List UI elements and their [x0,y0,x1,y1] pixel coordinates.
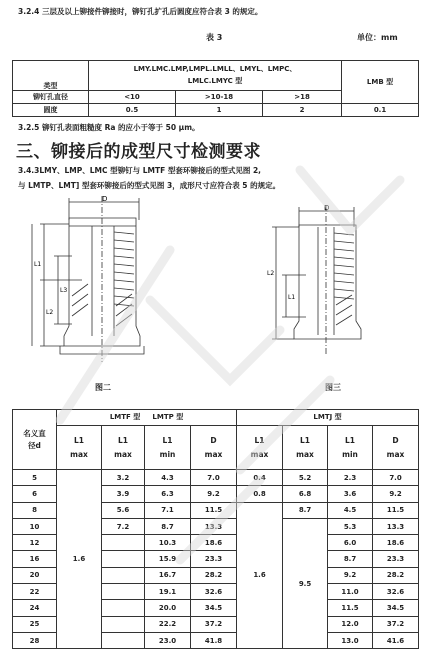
fig3-label-l1: L1 [288,294,296,301]
table5-subheader-symbol: D [210,436,217,445]
table5-cell [102,551,145,567]
table5-cell: 13.3 [373,518,419,534]
table3-unit: 单位：mm [357,33,398,42]
table5-subheader [102,426,145,470]
table3-cell: 铆钉孔直径 [13,91,89,104]
table5-cell: 6.3 [145,486,191,502]
table5-subheader-symbol: L1 [300,436,311,445]
section-heading: 三、铆接后的成型尺寸检测要求 [16,142,261,162]
table5-cell: 6.8 [283,486,328,502]
table5-cell: 7.1 [145,502,191,518]
table5-cell: 24 [13,600,57,616]
table5-cell [102,584,145,600]
table3-group-header: LMY.LMC.LMP,LMPL.LMLL、LMYL、LMPC、LMLC.LMYC 型 [89,61,342,91]
figure-2-caption: 图二 [95,383,111,392]
table5-cell: 28.2 [373,567,419,583]
table5-cell: 9.2 [191,486,237,502]
table5-cell [102,535,145,551]
table3-row-label: 类型 [13,61,89,91]
table5-cell: 7.0 [191,470,237,486]
table5-cell: 8.7 [145,518,191,534]
table5-subheader-symbol: L1 [74,436,84,445]
table5-cell: 34.5 [191,600,237,616]
table5-subheader-limit: min [342,449,358,459]
fig3-label-d: D [324,205,330,212]
table5-cell: 22 [13,584,57,600]
table5-cell [102,567,145,583]
table5-subheader-limit: max [70,449,88,459]
table3-cell: 圆度 [13,104,89,117]
table3-cell: 2 [263,104,342,117]
table5-cell: 16.7 [145,567,191,583]
table5-cell: 6.0 [328,535,373,551]
table5-cell: 13.3 [191,518,237,534]
table5-cell: 9.5 [283,518,328,648]
table5-cell: 13.0 [328,632,373,648]
table5-cell: 3.2 [102,470,145,486]
table5-subheader-limit: max [386,449,405,459]
table5-subheader [328,426,373,470]
table5-lmtf-header: LMTF 型 [109,413,141,422]
figure-2-rivet-drawing [22,196,172,362]
table5-cell: 12 [13,535,57,551]
table5-cell: 25 [13,616,57,632]
table5-cell: 4.3 [145,470,191,486]
fig3-label-l2: L2 [267,270,275,277]
table5-cell: 10 [13,518,57,534]
table5-cell: 7.0 [373,470,419,486]
table3-title: 表 3 [206,33,223,42]
table5-cell: 9.2 [328,567,373,583]
table5-cell: 0.8 [237,486,283,502]
table5-cell: 5.6 [102,502,145,518]
table5-cell: 32.6 [191,584,237,600]
table5-cell: 20 [13,567,57,583]
table5-name-header: 名义直径d [13,410,57,470]
table5-subheader-symbol: D [392,436,399,445]
table5-subheader-symbol: L1 [254,436,265,445]
paragraph-3-4-3-line2: 与 LMTP、LMT] 型套环铆接后的型式见图 3，成形尺寸应符合表 5 的规定。 [18,181,281,190]
table5-subheader-limit: max [250,449,269,459]
table5-subheader [237,426,283,470]
table5-cell [102,600,145,616]
table5-subheader [191,426,237,470]
table5-cell: 8.7 [283,502,328,518]
fig2-label-d: D [102,196,108,203]
table5-cell: 18.6 [191,535,237,551]
table5-cell: 3.6 [328,486,373,502]
fig2-label-l2: L2 [46,309,54,316]
table5-cell: 22.2 [145,616,191,632]
table-3 [12,60,419,117]
table5-subheader-limit: max [204,449,223,459]
figure-3-caption: 图三 [325,383,341,392]
table5-cell: 20.0 [145,600,191,616]
table5-cell: 3.9 [102,486,145,502]
table5-cell: 16 [13,551,57,567]
table5-cell: 0.4 [237,470,283,486]
paragraph-3-2-4: 3.2.4 三层及以上铆接件铆接时，铆钉孔扩孔后圆度应符合表 3 的规定。 [18,7,263,16]
table5-cell: 11.5 [373,502,419,518]
table5-cell: 18.6 [373,535,419,551]
table5-subheader [373,426,419,470]
table5-cell: 41.6 [373,632,419,648]
table5-subheader [145,426,191,470]
table5-cell: 37.2 [373,616,419,632]
table5-cell: 15.9 [145,551,191,567]
table5-cell: 8 [13,502,57,518]
table3-cell: <10 [89,91,176,104]
table5-cell: 11.5 [191,502,237,518]
table5-cell: 34.5 [373,600,419,616]
table5-cell [102,616,145,632]
table5-cell: 5.3 [328,518,373,534]
table5-subheader-symbol: L1 [162,436,173,445]
table5-lmtp-header: LMTP 型 [152,413,184,422]
table5-cell: 1.6 [237,502,283,649]
table5-cell: 8.7 [328,551,373,567]
table5-subheader-limit: max [296,449,314,459]
table5-lmtj-header: LMTJ 型 [237,410,419,426]
table3-cell: 0.5 [89,104,176,117]
table5-cell [102,632,145,648]
paragraph-3-2-5: 3.2.5 铆钉孔表面粗糙度 Ra 的应小于等于 50 μm。 [18,123,200,132]
table5-cell: 9.2 [373,486,419,502]
table3-lmb-header: LMB 型 [342,61,419,104]
table-row [13,470,419,486]
table5-cell: 28 [13,632,57,648]
table5-subheader-symbol: L1 [345,436,356,445]
table5-subheader [283,426,328,470]
fig2-label-l3: L3 [60,287,68,294]
fig2-label-l1: L1 [34,261,42,268]
table5-cell: 37.2 [191,616,237,632]
table5-cell: 5.2 [283,470,328,486]
table5-cell: 23.0 [145,632,191,648]
table5-subheader-limit: max [114,449,132,459]
table5-subheader-symbol: L1 [118,436,128,445]
table5-cell: 12.0 [328,616,373,632]
table5-group-header [57,410,237,426]
table3-cell: >10-18 [176,91,263,104]
table3-cell: >18 [263,91,342,104]
table5-cell: 1.6 [57,470,102,649]
figure-3-rivet-drawing [266,205,406,355]
table5-cell: 7.2 [102,518,145,534]
table5-cell: 10.3 [145,535,191,551]
table5-cell: 4.5 [328,502,373,518]
table3-cell: 0.1 [342,104,419,117]
table3-cell: 1 [176,104,263,117]
table5-cell: 6 [13,486,57,502]
paragraph-3-4-3-line1: 3.4.3LMY、LMP、LMC 型铆钉与 LMTF 型套环铆接后的型式见图 2, [18,166,262,175]
table5-cell: 5 [13,470,57,486]
table5-subheader [57,426,102,470]
table5-cell: 11.5 [328,600,373,616]
table5-cell: 11.0 [328,584,373,600]
table5-cell: 23.3 [373,551,419,567]
table5-cell: 2.3 [328,470,373,486]
table-5 [12,409,419,649]
table5-cell: 32.6 [373,584,419,600]
table5-cell: 41.8 [191,632,237,648]
table5-cell: 19.1 [145,584,191,600]
table5-cell: 23.3 [191,551,237,567]
table5-subheader-limit: min [159,449,176,459]
table5-cell: 28.2 [191,567,237,583]
